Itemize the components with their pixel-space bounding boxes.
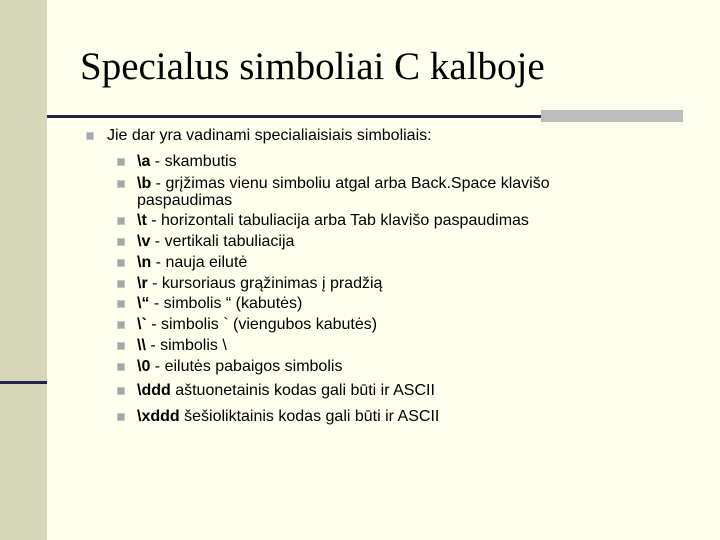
list-item bbox=[137, 336, 227, 356]
escape-description: aštuonetainis kodas gali būti ir ASCII bbox=[170, 382, 435, 399]
escape-description: - eilutės pabaigos simbolis bbox=[150, 358, 343, 375]
escape-description: - vertikali tabuliacija bbox=[150, 233, 295, 250]
intro-text: Jie dar yra vadinami specialiaisiais simboliais: bbox=[107, 127, 432, 144]
bullet-icon bbox=[117, 180, 125, 188]
slide-title: Specialus simboliai C kalboje bbox=[80, 45, 545, 88]
bullet-icon bbox=[117, 217, 125, 225]
list-item bbox=[137, 274, 382, 294]
escape-description: - grįžimas vienu simboliu atgal arba Back.Space klavišo bbox=[151, 175, 550, 192]
bullet-icon bbox=[117, 300, 125, 308]
escape-code: \“ bbox=[137, 295, 150, 312]
escape-code: \t bbox=[137, 212, 147, 229]
list-item bbox=[137, 232, 294, 252]
bullet-icon bbox=[117, 238, 125, 246]
escape-code: \xddd bbox=[137, 408, 180, 425]
escape-code: \0 bbox=[137, 358, 151, 375]
escape-code: \n bbox=[137, 254, 152, 271]
bullet-icon bbox=[86, 132, 94, 140]
list-item bbox=[137, 294, 302, 314]
list-item bbox=[137, 407, 439, 427]
escape-code: \a bbox=[137, 153, 151, 170]
escape-code: \r bbox=[137, 275, 148, 292]
left-band-rule bbox=[0, 381, 47, 384]
list-item bbox=[137, 253, 247, 273]
title-accent-bar bbox=[541, 110, 683, 122]
list-item bbox=[137, 381, 435, 401]
bullet-icon bbox=[117, 413, 125, 421]
bullet-icon bbox=[117, 363, 125, 371]
list-item bbox=[137, 211, 529, 231]
bullet-icon bbox=[117, 321, 125, 329]
escape-code: \` bbox=[137, 316, 147, 333]
list-item bbox=[137, 152, 237, 172]
escape-description: - horizontali tabuliacija arba Tab klavišo paspaudimas bbox=[146, 212, 529, 229]
bullet-icon bbox=[117, 342, 125, 350]
escape-code: \v bbox=[137, 233, 151, 250]
list-item-continuation: paspaudimas bbox=[137, 192, 233, 209]
escape-description: - skambutis bbox=[150, 153, 237, 170]
escape-description: šešioliktainis kodas gali būti ir ASCII bbox=[179, 408, 440, 425]
bullet-icon bbox=[117, 158, 125, 166]
escape-code: \ddd bbox=[137, 382, 171, 399]
bullet-icon bbox=[117, 387, 125, 395]
escape-description: - kursoriaus grąžinimas į pradžią bbox=[147, 275, 383, 292]
list-item bbox=[137, 357, 342, 377]
escape-code: \b bbox=[137, 175, 152, 192]
escape-description: - simbolis \ bbox=[145, 337, 227, 354]
escape-description: - simbolis ` (viengubos kabutės) bbox=[146, 316, 378, 333]
bullet-icon bbox=[117, 280, 125, 288]
escape-code: \\ bbox=[137, 337, 146, 354]
escape-description: - simbolis “ (kabutės) bbox=[149, 295, 303, 312]
list-item bbox=[137, 315, 377, 335]
escape-description: - nauja eilutė bbox=[151, 254, 248, 271]
bullet-icon bbox=[117, 259, 125, 267]
left-sidebar-band bbox=[0, 0, 47, 540]
